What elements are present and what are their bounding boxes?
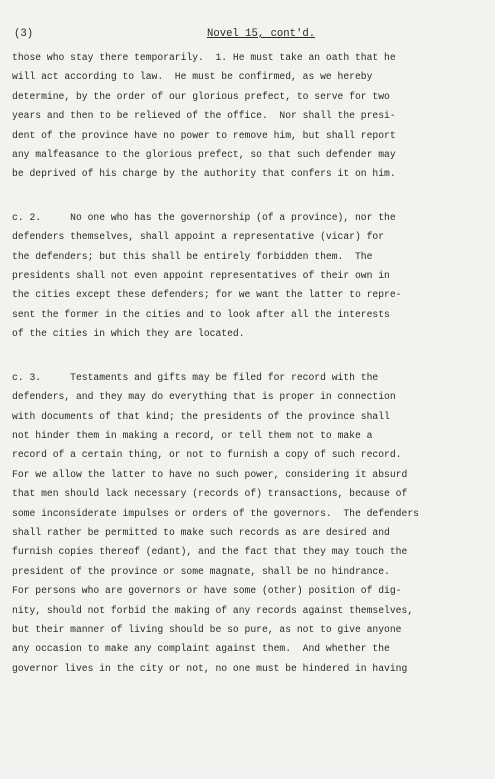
text-line: shall rather be permitted to make such records as are desired and (12, 526, 390, 538)
text-line: with documents of that kind; the presidents of the province shall (12, 410, 390, 422)
text-line: sent the former in the cities and to look after all the interests (12, 308, 390, 320)
paragraph-gap (12, 344, 485, 368)
text-line: defenders themselves, shall appoint a representative (vicar) for (12, 231, 385, 243)
text-line: dent of the province have no power to remove him, but shall report (12, 129, 396, 141)
text-line: governor lives in the city or not, no one must be hindered in having (12, 662, 408, 674)
text-line: furnish copies thereof (edant), and the fact that they may touch the (12, 546, 408, 558)
text-line: years and then to be relieved of the office. Nor shall the presi- (12, 110, 396, 122)
text-line: For we allow the latter to have no such power, considering it absurd (12, 468, 408, 480)
text-line: determine, by the order of our glorious prefect, to serve for two (12, 90, 390, 102)
paragraph-1 (12, 48, 485, 184)
text-line: For persons who are governors or have some (other) position of dig- (12, 585, 402, 597)
text-line: but their manner of living should be so pure, as not to give anyone (12, 623, 402, 635)
page-header (12, 22, 485, 38)
text-line: any occasion to make any complaint against them. And whether the (12, 643, 390, 655)
paragraph-2 (12, 208, 485, 344)
paragraph-gap (12, 184, 485, 208)
text-line: c. 3. Testaments and gifts may be filed for record with the (12, 371, 379, 383)
text-line: those who stay there temporarily. 1. He must take an oath that he (12, 52, 396, 63)
text-line: of the cities in which they are located. (12, 328, 245, 340)
running-title: Novel 15, cont'd. (207, 28, 316, 40)
text-line: nity, should not forbid the making of any records against themselves, (12, 604, 414, 616)
text-line: defenders, and they may do everything that is proper in connection (12, 391, 396, 403)
paragraph-3 (12, 368, 485, 679)
page-number: (3) (14, 28, 34, 40)
text-line: presidents shall not even appoint representatives of their own in (12, 270, 390, 282)
text-line: the defenders; but this shall be entirely forbidden them. The (12, 250, 373, 262)
text-line: will act according to law. He must be confirmed, as we hereby (12, 71, 373, 83)
text-line: be deprived of his charge by the authority that confers it on him. (12, 168, 396, 180)
text-line: that men should lack necessary (records of) transactions, because of (12, 488, 408, 500)
text-line: not hinder them in making a record, or tell them not to make a (12, 429, 373, 441)
text-line: record of a certain thing, or not to furnish a copy of such record. (12, 449, 402, 461)
text-line: the cities except these defenders; for we want the latter to repre- (12, 289, 402, 301)
text-line: president of the province or some magnate, shall be no hindrance. (12, 565, 390, 577)
text-line: c. 2. No one who has the governorship (of a province), nor the (12, 211, 396, 223)
text-line: some inconsiderate impulses or orders of the governors. The defenders (12, 507, 419, 519)
text-line: any malfeasance to the glorious prefect, so that such defender may (12, 149, 396, 161)
